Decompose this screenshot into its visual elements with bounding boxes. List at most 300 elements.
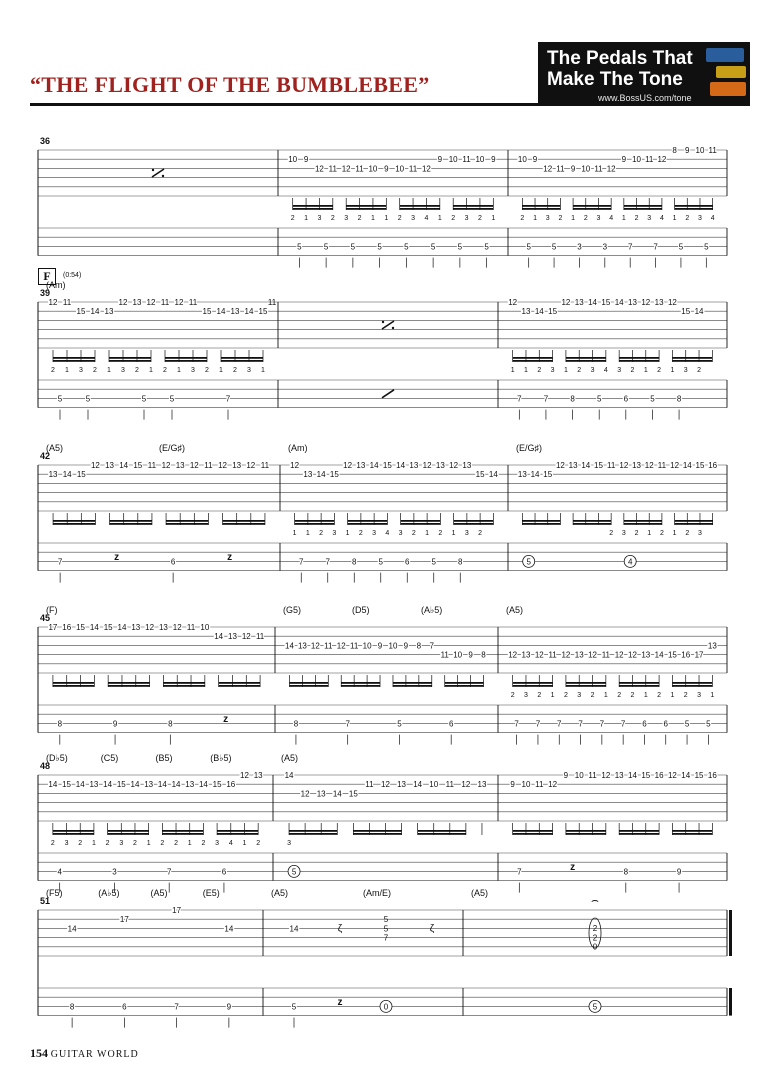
bass-fret: 7 — [620, 719, 626, 729]
beam — [619, 360, 659, 362]
bass-fret: 7 — [225, 394, 231, 404]
bass-fret: 3 — [112, 867, 117, 877]
tab-fret: 12 — [641, 298, 651, 307]
bass-fret: 7 — [325, 557, 330, 567]
fingering-number: 3 — [215, 840, 220, 847]
chord-symbol: (G5) — [283, 605, 301, 615]
measure-number: 36 — [40, 136, 51, 146]
chord-symbol: (Am) — [46, 280, 66, 290]
fingering-number: 3 — [550, 367, 555, 374]
bass-fret: 4 — [57, 867, 62, 877]
bass-fret: 8 — [352, 557, 357, 567]
fingering-number: 3 — [464, 530, 469, 537]
tab-fret: 12 — [601, 771, 611, 780]
tab-fret: 10 — [574, 771, 584, 780]
beam — [217, 833, 258, 835]
bass-fret: 6 — [221, 867, 227, 877]
fingering-number: 1 — [187, 840, 192, 847]
rest-symbol: z — [223, 713, 229, 725]
beam — [165, 357, 207, 359]
ad-headline-line-1: The Pedals That — [547, 48, 693, 69]
tab-fret: 14 — [157, 780, 167, 790]
beam — [289, 685, 328, 687]
beam — [675, 208, 713, 210]
tab-fret: 12 — [48, 298, 58, 307]
bass-fret: 5 — [684, 719, 690, 729]
bass-fret: 8 — [69, 1002, 75, 1012]
fingering-number: 2 — [438, 530, 443, 537]
tab-fret: 15 — [329, 470, 339, 480]
tab-fret: 15 — [212, 780, 222, 790]
fingering-number: 2 — [411, 530, 416, 537]
tab-fret: 17 — [172, 906, 182, 915]
beam — [624, 208, 662, 210]
tab-fret: 9 — [303, 155, 309, 165]
chord-symbol: (A5) — [46, 443, 64, 453]
tab-fret: 11 — [645, 155, 654, 165]
tab-fret: 11 — [355, 164, 364, 174]
fingering-number: 2 — [51, 367, 55, 374]
tab-fret: 13 — [185, 780, 195, 790]
chord-symbol: (B♭5) — [210, 753, 232, 763]
tab-fret: 10 — [521, 780, 531, 790]
fingering-number: 3 — [577, 692, 582, 699]
fingering-number: 1 — [533, 215, 537, 222]
fingering-number: 2 — [233, 367, 237, 374]
chord-symbol: (B5) — [155, 753, 173, 763]
tab-fret: 12 — [246, 461, 256, 470]
beam — [341, 685, 380, 687]
tab-fret: 12 — [381, 780, 390, 790]
fingering-number: 3 — [524, 692, 528, 699]
tab-fret: 15 — [133, 461, 143, 470]
rest-symbol: z — [227, 551, 233, 563]
tab-fret: 13 — [574, 298, 584, 307]
tab-fret: 11 — [62, 298, 72, 307]
fingering-number: 3 — [617, 367, 622, 374]
tab-fret: 12 — [343, 461, 353, 470]
beam — [400, 205, 440, 207]
tab-fret: 5 — [383, 924, 389, 934]
tab-fret: 14 — [62, 470, 72, 480]
tab-fret: 11 — [708, 146, 717, 155]
tab-fret: 8 — [416, 641, 422, 651]
beam — [346, 208, 386, 210]
tab-fret: 13 — [232, 461, 242, 470]
tab-fret: 11 — [147, 461, 157, 470]
fingering-number: 1 — [510, 367, 515, 374]
tab-fret: 13 — [462, 461, 472, 470]
bass-fret: 7 — [599, 719, 605, 729]
bass-fret: 9 — [112, 719, 118, 729]
tab-fret: 14 — [244, 307, 254, 317]
bass-fret: 5 — [85, 394, 91, 404]
bass-fret: 6 — [448, 719, 454, 729]
tab-fret: 12 — [619, 461, 629, 470]
beam — [108, 685, 149, 687]
tab-fret: 10 — [695, 146, 705, 155]
fingering-number: 1 — [242, 840, 247, 847]
tab-fret: 14 — [681, 771, 691, 780]
tab-fret: 11 — [462, 155, 471, 165]
tab-fret: 8 — [672, 146, 677, 155]
bass-fret: 5 — [291, 1002, 297, 1012]
tab-fret: 16 — [62, 623, 72, 632]
beam — [219, 685, 260, 687]
tab-fret: 12 — [240, 771, 249, 780]
tab-fret: 12 — [218, 461, 228, 470]
beam — [619, 685, 659, 687]
tab-fret: 14 — [332, 789, 342, 799]
chord-symbol: (A5) — [471, 888, 489, 898]
tab-fret: 13 — [48, 470, 58, 480]
fingering-number: 2 — [201, 840, 206, 847]
beam — [513, 682, 553, 684]
tab-fret: 14 — [530, 470, 540, 480]
bass-fret: 5 — [378, 557, 383, 567]
beam — [110, 520, 152, 522]
tab-fret: 14 — [284, 771, 294, 780]
beam — [289, 830, 337, 832]
bass-fret: 5 — [592, 1002, 598, 1012]
final-barline — [729, 910, 732, 956]
bass-fret: 3 — [577, 242, 582, 252]
beam — [454, 520, 494, 522]
tab-fret: 13 — [521, 650, 531, 660]
tab-fret: 12 — [561, 650, 571, 660]
tab-fret: 12 — [421, 164, 431, 174]
fingering-number: 2 — [659, 530, 664, 537]
beam — [675, 520, 713, 522]
measure-number: 39 — [40, 288, 51, 298]
fingering-number: 2 — [563, 692, 568, 699]
fingering-number: 1 — [670, 367, 675, 374]
tab-fret: 12 — [561, 298, 571, 307]
tab-fret: 12 — [146, 298, 156, 307]
beam — [223, 523, 265, 525]
beam — [163, 682, 204, 684]
tab-fret: 12 — [670, 461, 680, 470]
chord-symbol: (A♭5) — [98, 888, 120, 898]
rest-symbol: ζ — [337, 923, 343, 935]
beam — [672, 682, 712, 684]
tab-fret: 11 — [365, 780, 374, 790]
tab-fret: 9 — [621, 155, 627, 165]
fingering-number: 1 — [710, 692, 715, 699]
page-number: 154 — [30, 1046, 48, 1060]
beam — [418, 833, 466, 835]
tab-fret: 15 — [543, 470, 553, 480]
bass-fret: 5 — [484, 242, 489, 252]
beam — [566, 833, 606, 835]
tab-fret: 13 — [158, 623, 168, 632]
fingering-number: 2 — [634, 530, 639, 537]
beam — [445, 682, 484, 684]
tab-fret: 11 — [204, 461, 213, 470]
beam — [53, 360, 95, 362]
chord-symbol: (A♭5) — [421, 605, 443, 615]
bass-fret: 7 — [57, 557, 63, 567]
bass-fret: 7 — [166, 867, 172, 877]
tab-fret: 9 — [403, 641, 409, 651]
beam — [522, 523, 560, 525]
tab-fret: 13 — [628, 298, 637, 307]
tab-fret: 14 — [396, 461, 406, 470]
bass-fret: 8 — [293, 719, 299, 729]
tab-fret: 12 — [548, 780, 558, 790]
beam — [573, 520, 611, 522]
tab-fret: 13 — [132, 298, 142, 307]
tab-fret: 10 — [388, 641, 398, 651]
tab-fret: 9 — [685, 146, 690, 155]
bass-fret: 4 — [627, 557, 633, 567]
bass-fret: 8 — [168, 719, 173, 729]
beam — [53, 682, 94, 684]
tab-fret: 15 — [382, 461, 392, 470]
fingering-number: 3 — [317, 215, 322, 222]
chord-symbol: (Am/E) — [363, 888, 391, 898]
beam — [166, 520, 208, 522]
fingering-number: 2 — [451, 215, 456, 222]
fingering-number: 2 — [583, 215, 588, 222]
tab-fret: 13 — [303, 470, 313, 480]
bass-fret: 7 — [345, 719, 350, 729]
bass-fret: 7 — [174, 1002, 179, 1012]
tab-fret: 15 — [695, 461, 705, 470]
fingering-number: 2 — [657, 692, 662, 699]
bass-fret: 5 — [397, 719, 402, 729]
beam — [672, 357, 712, 359]
tab-fret: 15 — [116, 780, 126, 790]
tab-fret: 12 — [241, 632, 251, 642]
tab-fret: 14 — [654, 650, 664, 660]
rest-symbol: z — [114, 551, 120, 563]
beam — [108, 682, 149, 684]
beam — [162, 833, 203, 835]
tab-fret: 17 — [119, 915, 129, 925]
bass-fret: 5 — [377, 242, 382, 252]
beam — [513, 685, 553, 687]
fingering-number: 1 — [261, 367, 265, 374]
chord-symbol: (F5) — [46, 888, 63, 898]
tab-fret: 15 — [348, 789, 358, 799]
tab-fret: 11 — [324, 641, 333, 651]
tab-fret: 16 — [708, 461, 718, 470]
chord-symbol: (D♭5) — [46, 753, 68, 763]
fingering-number: 2 — [357, 215, 362, 222]
tab-fret: 12 — [657, 155, 667, 165]
tab-fret: 13 — [521, 307, 531, 317]
beam — [624, 523, 662, 525]
fingering-number: 3 — [372, 530, 377, 537]
beam — [393, 682, 432, 684]
fingering-number: 1 — [672, 215, 677, 222]
beam — [624, 520, 662, 522]
tab-fret: 11 — [260, 461, 270, 470]
tab-fret: 12 — [161, 461, 171, 470]
beam — [513, 357, 553, 359]
tab-fret: 11 — [535, 780, 544, 790]
fingering-number: 4 — [710, 215, 715, 222]
tab-fret: 8 — [481, 650, 486, 660]
tab-fret: 12 — [300, 789, 310, 799]
bass-fret: 5 — [323, 242, 329, 252]
fingering-number: 1 — [149, 367, 153, 374]
tab-fret: 13 — [517, 470, 527, 480]
beam — [566, 830, 606, 832]
tab-fret: 14 — [171, 780, 181, 790]
beam — [295, 523, 335, 525]
fingering-number: 1 — [451, 530, 456, 537]
tab-fret: 13 — [356, 461, 366, 470]
beam — [165, 360, 207, 362]
tab-fret: 10 — [288, 155, 298, 165]
tab-fret: 11 — [255, 632, 265, 642]
tab-fret: 13 — [477, 780, 487, 790]
tab-fret: 9 — [510, 780, 515, 790]
tab-fret: 13 — [568, 461, 578, 470]
bass-fret: 6 — [170, 557, 176, 567]
tab-fret: 15 — [681, 307, 691, 317]
tab-fret: 14 — [369, 461, 379, 470]
beam — [221, 360, 263, 362]
beam — [675, 523, 713, 525]
fingering-number: 2 — [590, 692, 595, 699]
tab-fret: 11 — [188, 298, 198, 307]
fingering-number: 2 — [78, 840, 83, 847]
rehearsal-mark: F — [38, 268, 56, 285]
tab-fret: 15 — [103, 623, 113, 632]
fingering-number: 3 — [332, 530, 337, 537]
tab-fret: 14 — [214, 632, 224, 642]
tab-fret: 12 — [588, 650, 597, 660]
tab-fret: 13 — [409, 461, 419, 470]
fingering-number: 4 — [385, 530, 390, 537]
beam — [566, 360, 606, 362]
beam — [108, 833, 149, 835]
tab-fret: 13 — [654, 298, 664, 307]
tab-fret: 5 — [383, 915, 389, 925]
fingering-number: 3 — [287, 840, 291, 847]
fingering-number: 1 — [370, 215, 375, 222]
fingering-number: 3 — [683, 367, 688, 374]
tab-fret: 13 — [104, 307, 114, 317]
bass-fret: 5 — [404, 242, 409, 252]
bass-fret: 0 — [383, 1002, 389, 1012]
tab-fret: 12 — [189, 461, 199, 470]
tab-fret: 11 — [556, 164, 565, 174]
bass-fret: 8 — [676, 394, 682, 404]
fingering-number: 3 — [119, 840, 124, 847]
fingering-number: 3 — [411, 215, 416, 222]
tab-fret: 16 — [654, 771, 664, 780]
fingering-number: 1 — [621, 215, 626, 222]
beam — [445, 685, 484, 687]
beam — [573, 523, 611, 525]
tab-fret: 13 — [397, 780, 407, 790]
tab-fret: 13 — [131, 623, 141, 632]
fingering-number: 2 — [330, 215, 335, 222]
beam — [573, 208, 611, 210]
beam — [289, 682, 328, 684]
measure-repeat-dot — [382, 321, 384, 323]
chord-symbol: (C5) — [100, 753, 119, 763]
ad-url: www.BossUS.com/tone — [598, 93, 692, 103]
measure-repeat-dot — [162, 175, 164, 177]
tab-fret: 15 — [594, 461, 603, 470]
fingering-number: 3 — [590, 367, 595, 374]
bass-fret: 5 — [706, 719, 711, 729]
beam — [53, 523, 95, 525]
beam — [401, 520, 441, 522]
tab-fret: 17 — [48, 623, 58, 632]
rehearsal-time: (0:54) — [63, 272, 82, 279]
tab-fret: 14 — [534, 307, 544, 317]
fingering-number: 3 — [344, 215, 349, 222]
beam — [573, 205, 611, 207]
tab-fret: 12 — [145, 623, 155, 632]
tab-fret: 10 — [368, 164, 378, 174]
fingering-number: 2 — [685, 215, 690, 222]
tab-fret: 9 — [532, 155, 538, 165]
tab-fret: 13 — [253, 771, 263, 780]
tab-fret: 15 — [62, 780, 71, 790]
tab-fret: 11 — [588, 771, 597, 780]
bass-fret: 5 — [704, 242, 709, 252]
fingering-number: 2 — [290, 215, 295, 222]
tab-fret: 14 — [316, 470, 326, 480]
fingering-number: 1 — [643, 367, 648, 374]
fingering-number: 1 — [91, 840, 96, 847]
beam — [619, 830, 659, 832]
tab-fret: 13 — [574, 650, 584, 660]
fingering-number: 2 — [477, 215, 482, 222]
fingering-number: 1 — [672, 530, 677, 537]
tab-fret: 14 — [89, 623, 99, 632]
bass-fret: 7 — [557, 719, 562, 729]
beam — [513, 360, 553, 362]
measure-number: 45 — [40, 613, 51, 623]
beam — [162, 830, 203, 832]
tab-fret: 13 — [230, 307, 240, 317]
bass-fret: 6 — [663, 719, 668, 729]
beam — [293, 205, 333, 207]
bass-fret: 6 — [623, 394, 629, 404]
bass-fret: 5 — [678, 242, 684, 252]
bass-fret: 5 — [457, 242, 463, 252]
tab-fret: 12 — [341, 164, 351, 174]
bass-fret: 7 — [514, 719, 519, 729]
bass-fret: 5 — [57, 394, 63, 404]
beam — [293, 208, 333, 210]
fingering-number: 2 — [609, 530, 614, 537]
fingering-number: 2 — [634, 215, 639, 222]
measure-number: 42 — [40, 451, 51, 461]
tab-fret: 9 — [563, 771, 569, 780]
tab-fret: 11 — [657, 461, 667, 470]
fingering-number: 3 — [64, 840, 69, 847]
tab-fret: 10 — [429, 780, 439, 790]
bass-fret: 9 — [226, 1002, 232, 1012]
beam — [566, 682, 606, 684]
fingering-number: 3 — [698, 215, 702, 222]
beam — [219, 682, 260, 684]
fingering-number: 1 — [647, 530, 652, 537]
fingering-number: 2 — [50, 840, 55, 847]
ad-headline-line-2: Make The Tone — [547, 69, 683, 90]
tab-fret: 12 — [614, 650, 624, 660]
tab-fret: 9 — [377, 641, 383, 651]
